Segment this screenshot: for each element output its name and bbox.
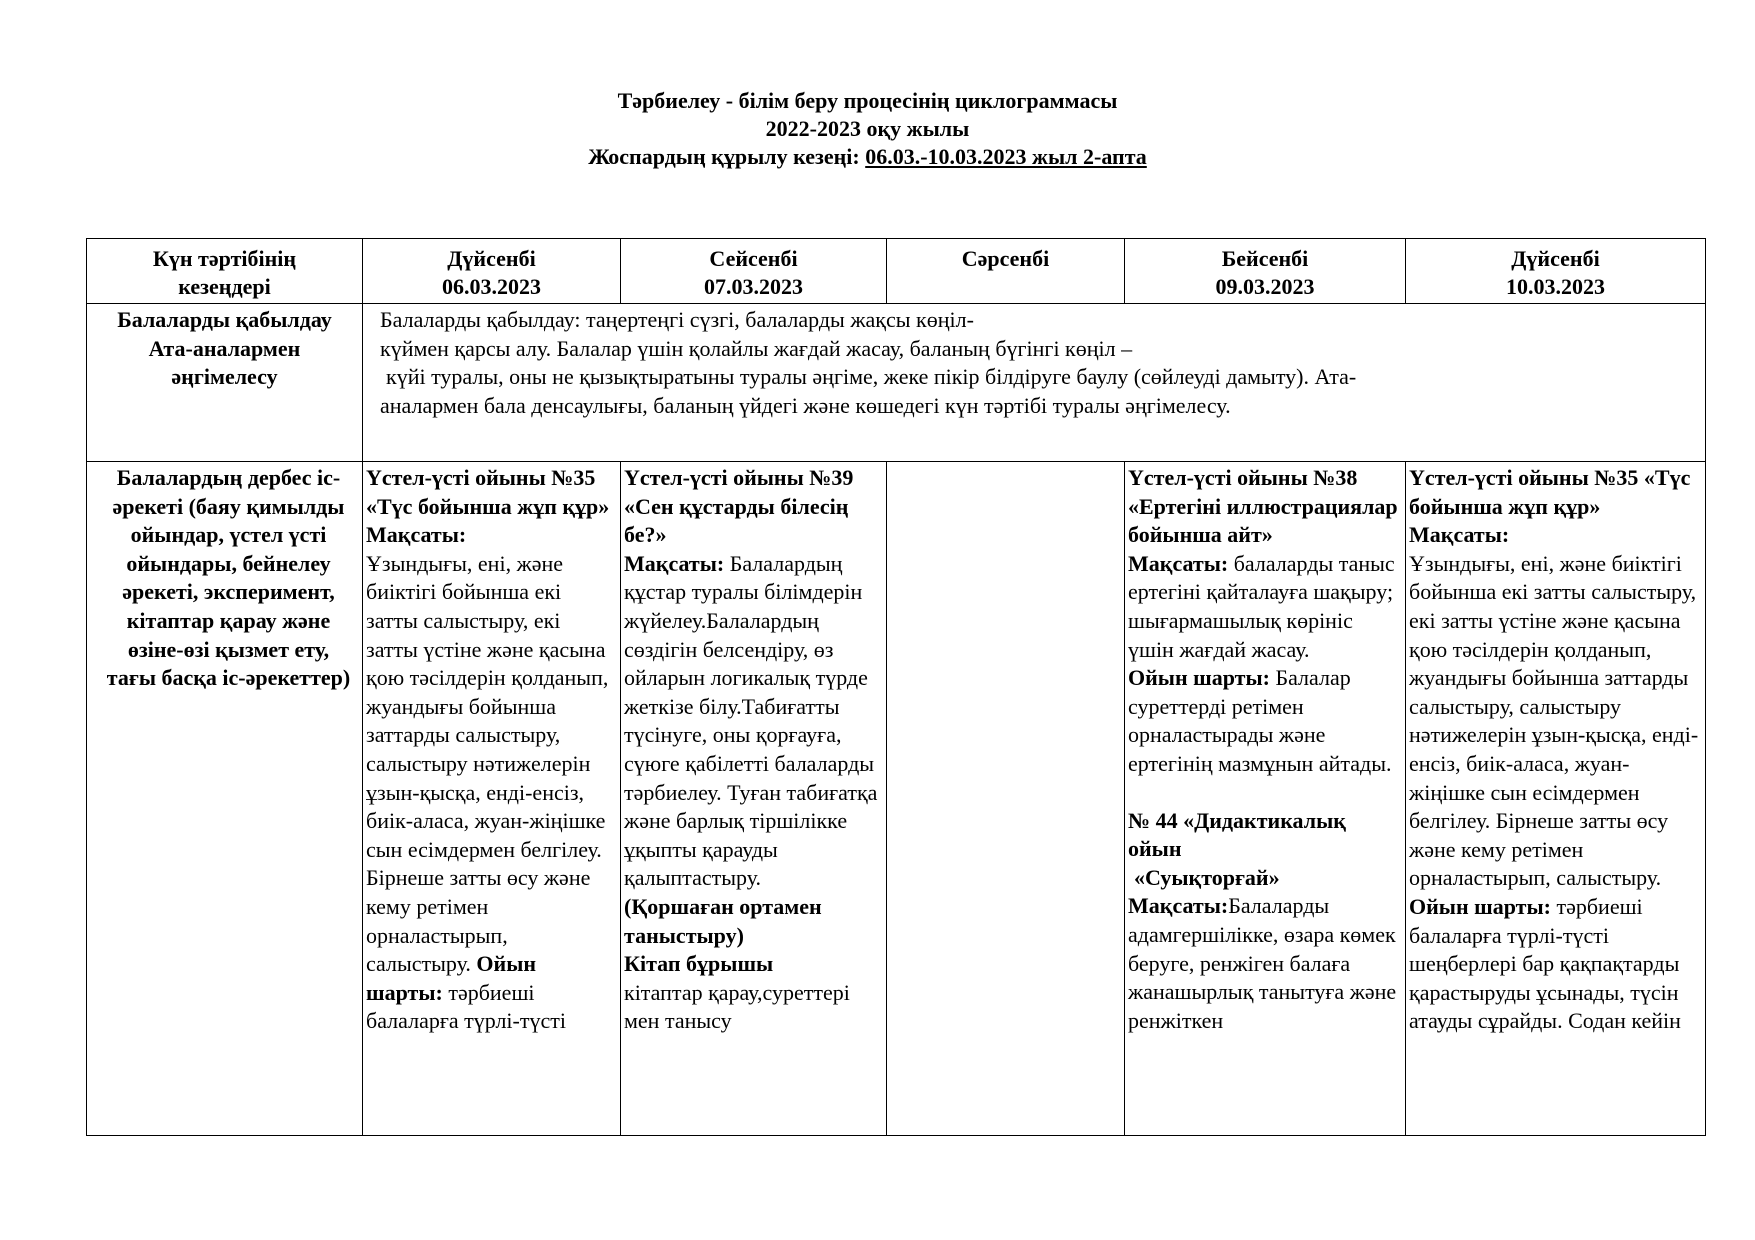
- goal-label: Мақсаты:: [366, 522, 467, 548]
- goal2-text: Балаларды адамгершілікке, өзара көмек беруге, ренжіген балаға жанашырлық танытуға және ренжіткен: [1128, 893, 1397, 1033]
- reception-line-3: күйі туралы, оны не қызықтыратыны туралы әңгіме, жеке пікір білдіруге баулу (сөйлеуді дамыту). Ата-: [386, 364, 1357, 390]
- header-cell-thursday: Бейсенбі 09.03.2023: [1125, 239, 1406, 304]
- game2-title: № 44 «Дидактикалық ойын: [1128, 807, 1346, 862]
- activity-cell-friday: [1406, 462, 1706, 1136]
- rule-label: Ойын шарты:: [366, 951, 537, 1005]
- reception-line-2: күймен қарсы алу. Балалар үшін қолайлы жағдай жасау, баланың бүгінгі көңіл –: [380, 335, 1133, 361]
- period-label: Жоспардың құрылу кезеңі:: [588, 144, 866, 169]
- title-line-3: [0, 143, 1735, 171]
- game-title: Үстел-үсті ойыны №35 «Түс бойынша жұп құр»: [1409, 465, 1691, 519]
- header-cell-friday: Дүйсенбі 10.03.2023: [1406, 239, 1706, 304]
- stage-cell-activity: Балалардың дербес іс-әрекеті (баяу қимылды ойындар, үстел үсті ойындары, бейнелеу әрекеті, эксперимент, кітаптар қарау және өзіне-өзі қызмет ету, тағы басқа іс-әрекеттер): [87, 462, 363, 1136]
- rule-text: тәрбиеші балаларға түрлі-түсті: [366, 979, 566, 1034]
- period-value: 06.03.-10.03.2023 жыл 2-апта: [865, 144, 1147, 169]
- header-cell-stages: Күн тәртібінің кезеңдері: [87, 239, 363, 304]
- rule-label: Ойын шарты:: [1128, 665, 1270, 691]
- game-title: Үстел-үсті ойыны №38 «Ертегіні иллюстрациялар бойынша айт»: [1128, 465, 1398, 548]
- reception-description: [363, 304, 1706, 462]
- activity-cell-tuesday: [621, 462, 887, 1136]
- goal-label: Мақсаты:: [1128, 550, 1229, 576]
- goal-label: Мақсаты:: [624, 550, 725, 576]
- subject-label: (Қоршаған ортамен таныстыру): [624, 893, 822, 948]
- game-title: Үстел-үсті ойыны №39 «Сен құстарды білесің бе?»: [624, 465, 854, 548]
- goal-text: Ұзындығы, ені, және биіктігі бойынша екі затты салыстыру, екі затты үстіне және қасына қою тәсілдерін қолданып, жуандығы бойынша заттарды салыстыру, салыстыру нәтижелерін ұзын-қысқа, енді-енсіз, биік-аласа, жуан-жіңішке сын есімдермен белгілеу. Бірнеше затты өсу және кему ретімен орналастырып, салыстыру.: [1409, 550, 1699, 891]
- stage-cell-reception: Балаларды қабылдау Ата-аналармен әңгімелесу: [87, 304, 363, 462]
- goal2-label: Мақсаты:: [1128, 893, 1229, 919]
- book-corner-label: Кітап бұрышы: [624, 951, 774, 977]
- game-title: Үстел-үсті ойыны №35 «Түс бойынша жұп құр»: [366, 465, 610, 519]
- activity-cell-monday: [363, 462, 621, 1136]
- rule-text: Балалар суреттерді ретімен орналастырады және ертегінің мазмұнын айтады.: [1128, 665, 1392, 776]
- table-row-activity: [87, 462, 1706, 1136]
- activity-cell-thursday: [1125, 462, 1406, 1136]
- table-header-row: [87, 239, 1706, 304]
- activity-cell-wednesday: [887, 462, 1125, 1136]
- header-cell-wednesday: Сәрсенбі: [887, 239, 1125, 304]
- rule-label: Ойын шарты:: [1409, 893, 1551, 919]
- game2-subtitle: «Суықторғай»: [1134, 864, 1280, 890]
- cyclogram-table: [86, 238, 1706, 1136]
- table-row-reception: [87, 304, 1706, 462]
- rule-text: тәрбиеші балаларға түрлі-түсті шеңберлері бар қақпақтарды қарастыруды ұсынады, түсін атауды сұрайды. Содан кейін: [1409, 893, 1681, 1034]
- goal-text: балаларды таныс ертегіні қайталауға шақыру; шығармашылық көрініс үшін жағдай жасау.: [1128, 550, 1395, 662]
- document-title: [0, 87, 1735, 171]
- goal-text: Ұзындығы, ені, және биіктігі бойынша екі затты салыстыру, екі затты үстіне және қасына қою тәсілдерін қолданып, жуандығы бойынша заттарды салыстыру, салыстыру нәтижелерін ұзын-қысқа, енді-енсіз, биік-аласа, жуан-жіңішке сын есімдермен белгілеу. Бірнеше затты өсу және кему ретімен орналастырып, салыстыру.: [366, 550, 609, 977]
- book-corner-text: кітаптар қарау,суреттері мен танысу: [624, 979, 850, 1034]
- goal-text: Балалардың құстар туралы білімдерін жүйелеу.Балалардың сөздігін белсендіру, өз ойларын логикалық түрде жеткізе білу.Табиғатты түсінуге, оны қорғауға, сүюге қабілетті балаларды тәрбиелеу. Туған табиғатқа және барлық тіршілікке ұқыпты қарауды қалыптастыру.: [624, 550, 878, 891]
- reception-line-1: Балаларды қабылдау: таңертеңгі сүзгі, балаларды жақсы көңіл-: [380, 307, 974, 332]
- title-line-2: 2022-2023 оқу жылы: [765, 116, 970, 141]
- goal-label: Мақсаты:: [1409, 522, 1510, 548]
- header-cell-tuesday: Сейсенбі 07.03.2023: [621, 239, 887, 304]
- reception-line-4: аналармен бала денсаулығы, баланың үйдегі және көшедегі күн тәртібі туралы әңгімелесу.: [380, 392, 1231, 418]
- header-cell-monday: Дүйсенбі 06.03.2023: [363, 239, 621, 304]
- title-line-1: Тәрбиелеу - білім беру процесінің циклограммасы: [617, 88, 1118, 113]
